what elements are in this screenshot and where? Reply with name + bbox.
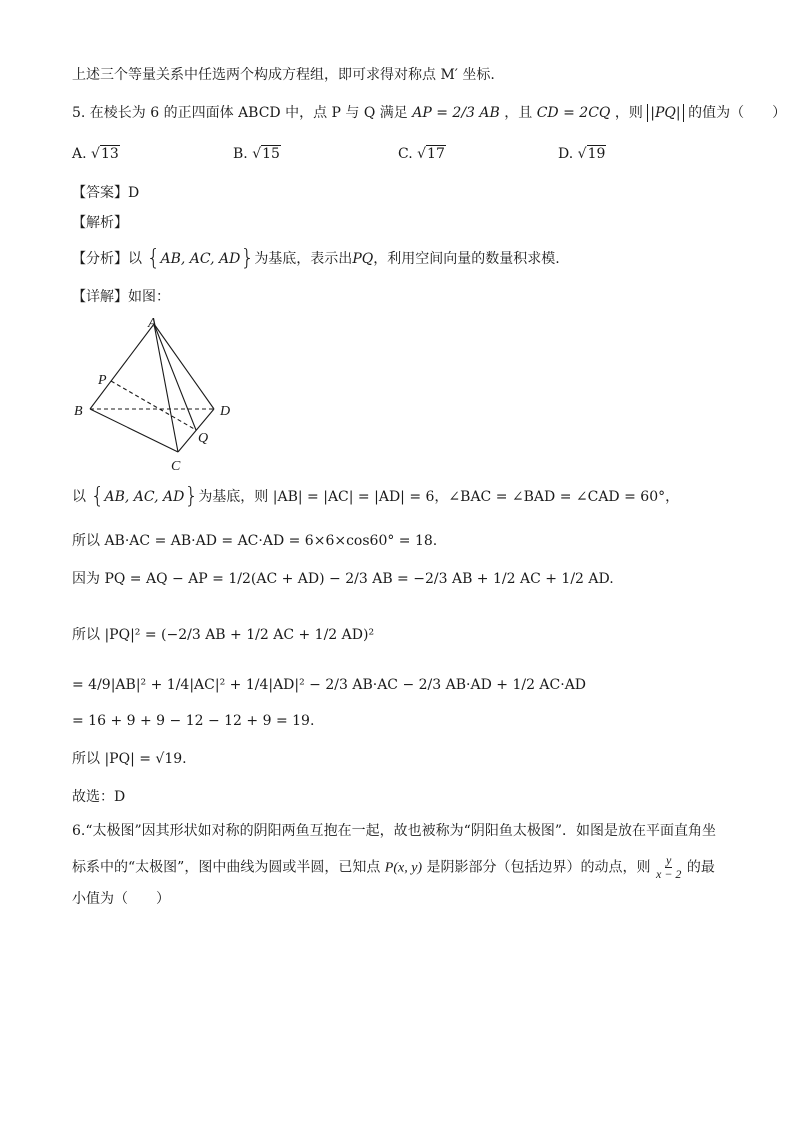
fenxi-line: 【分析】以 {AB, AC, AD}为基底，表示出PQ，利用空间向量的数量积求模. bbox=[72, 246, 560, 271]
edge-ab bbox=[90, 324, 154, 409]
step-4: 所以 |PQ|² = (−2/3 AB + 1/2 AC + 1/2 AD)² bbox=[72, 627, 375, 643]
step-1-equation: |AB| = |AC| = |AD| = 6，∠BAC = ∠BAD = ∠CAD = 60°， bbox=[272, 489, 680, 505]
label-a: A bbox=[148, 316, 157, 331]
analysis-heading: 【解析】 bbox=[72, 215, 128, 231]
edge-bc bbox=[90, 409, 178, 452]
conclusion: 故选：D bbox=[72, 789, 126, 805]
fenxi-basis: AB, AC, AD bbox=[160, 251, 241, 267]
q5-tail: 的值为（ ） bbox=[688, 105, 787, 121]
question-6-line-2: 标系中的“太极图”，图中曲线为圆或半圆，已知点 P(x, y) 是阴影部分（包括边界）的动点，则 $\frac{y}{x - 2}$ 的最 bbox=[72, 853, 715, 881]
step-6: = 16 + 9 + 9 − 12 − 12 + 9 = 19. bbox=[72, 713, 315, 729]
q5-ask: |PQ| bbox=[647, 104, 683, 122]
detail-tag: 【详解】 bbox=[72, 289, 128, 305]
intro-text: 上述三个等量关系中任选两个构成方程组，即可求得对称点 M′ 坐标. bbox=[72, 67, 495, 83]
question-6-line-1: 6.“太极图”因其形状如对称的阴阳两鱼互抱在一起，故也被称为“阴阳鱼太极图”．如图是放在平面直角坐 bbox=[72, 823, 716, 839]
edge-ad bbox=[154, 324, 214, 409]
choice-d[interactable]: D. √ 19 bbox=[558, 146, 606, 162]
fenxi-tag: 【分析】 bbox=[72, 251, 128, 267]
tetrahedron-figure bbox=[66, 312, 236, 474]
q5-lead: 5. 在棱长为 6 的正四面体 ABCD 中，点 P 与 Q 满足 bbox=[72, 105, 408, 121]
detail-line: 【详解】如图： bbox=[72, 289, 170, 305]
segment-aq bbox=[154, 324, 196, 430]
label-p: P bbox=[98, 373, 107, 388]
choice-b[interactable]: B. √ 15 bbox=[233, 146, 281, 162]
q5-mid2: ，则 bbox=[614, 105, 643, 121]
ratio-fraction: $\frac{y}{x - 2}$ bbox=[656, 853, 682, 881]
step-3: 因为 PQ = AQ − AP = 1/2(AC + AD) − 2/3 AB = −2/3 AB + 1/2 AC + 1/2 AD. bbox=[72, 571, 614, 587]
label-b: B bbox=[74, 404, 83, 419]
answer-tag: 【答案】 bbox=[72, 185, 128, 201]
segment-pq-hidden bbox=[111, 381, 196, 430]
step-1: 以 {AB, AC, AD}为基底，则 |AB| = |AC| = |AD| = 6，∠BAC = ∠BAD = ∠CAD = 60°， bbox=[72, 484, 680, 509]
step-2: 所以 AB·AC = AB·AD = AC·AD = 6×6×cos60° = 18. bbox=[72, 533, 438, 549]
fenxi-pq: PQ bbox=[352, 251, 374, 267]
q5-cond1: AP = 2/3 AB bbox=[412, 105, 500, 121]
edge-ac bbox=[154, 324, 178, 452]
q5-cond2: CD = 2CQ bbox=[536, 105, 611, 121]
choice-c[interactable]: C. √ 17 bbox=[398, 146, 446, 162]
step-7: 所以 |PQ| = √19. bbox=[72, 751, 187, 767]
answer-value: D bbox=[128, 185, 140, 201]
label-d: D bbox=[220, 404, 231, 419]
q5-mid: ，且 bbox=[504, 105, 533, 121]
answer-line bbox=[72, 184, 139, 202]
intro-line bbox=[72, 66, 495, 84]
choice-a[interactable]: A. √ 13 bbox=[72, 146, 120, 162]
point-p: P(x, y) bbox=[384, 860, 423, 876]
label-q: Q bbox=[198, 431, 209, 446]
label-c: C bbox=[171, 459, 181, 474]
question-5-stem bbox=[72, 104, 786, 122]
question-6-line-3: 小值为（ ） bbox=[72, 891, 170, 907]
step-5: = 4/9|AB|² + 1/4|AC|² + 1/4|AD|² − 2/3 AB·AC − 2/3 AB·AD + 1/2 AC·AD bbox=[72, 677, 587, 693]
edge-cd bbox=[178, 409, 214, 452]
